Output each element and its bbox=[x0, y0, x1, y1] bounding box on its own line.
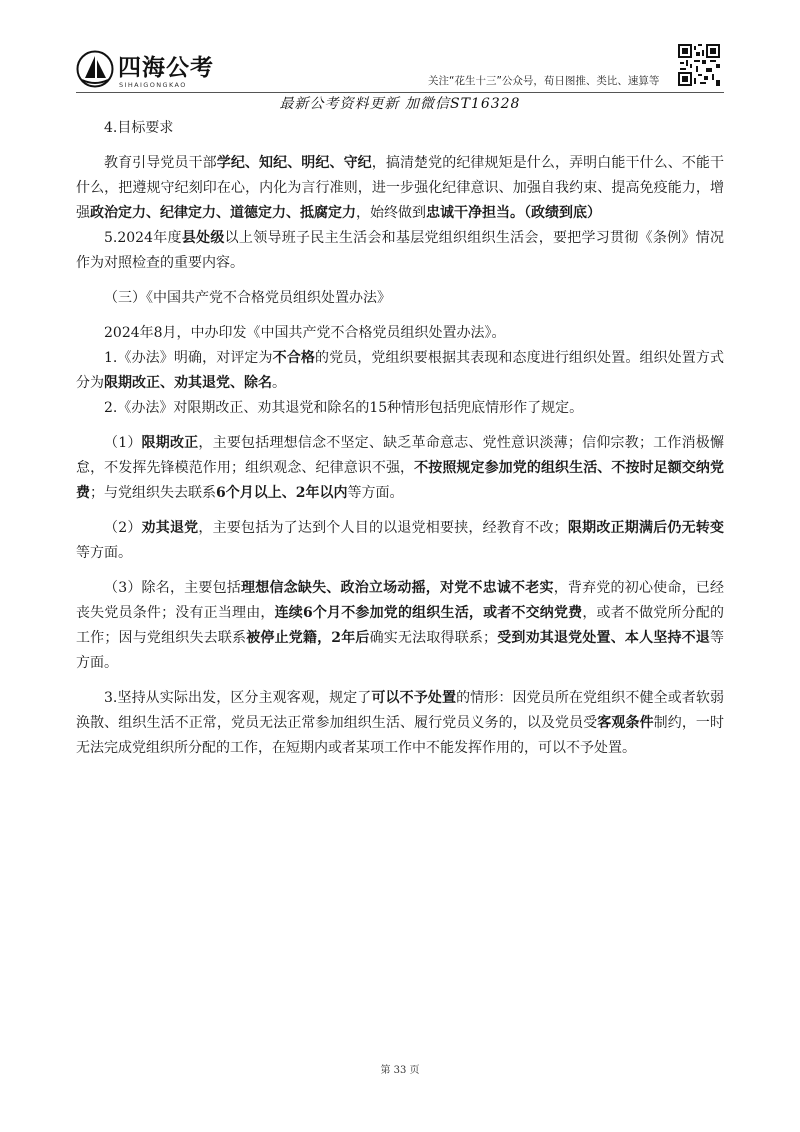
paragraph-measures: 1.《办法》明确，对评定为不合格的党员，党组织要根据其表现和态度进行组织处置。组织处置方式分为限期改正、劝其退党、除名。 bbox=[76, 350, 725, 391]
document-body bbox=[76, 116, 724, 761]
brand-subtitle: SIHAIGONGKAO bbox=[119, 81, 187, 89]
paragraph-cases: 2.《办法》对限期改正、劝其退党和除名的15种情形包括兜底情形作了规定。 bbox=[104, 400, 584, 416]
paragraph-correction: （1）限期改正，主要包括理想信念不坚定、缺乏革命意志、党性意识淡薄；信仰宗教；工作消极懈怠，不发挥先锋模范作用；组织观念、纪律意识不强，不按照规定参加党的组织生活、不按时足额交纳党费；与党组织失去联系6个月以上、2年以内等方面。 bbox=[76, 435, 725, 501]
paragraph-goals: 教育引导党员干部学纪、知纪、明纪、守纪，搞清楚党的纪律规矩是什么，弄明白能干什么、不能干什么，把遵规守纪刻印在心，内化为言行准则，进一步强化纪律意识、加强自我约束、提高免疫能力，增强政治定力、纪律定力、道德定力、抵腐定力，始终做到忠诚干净担当。（政绩到底） bbox=[76, 155, 725, 221]
qr-code-icon bbox=[678, 44, 720, 86]
header-notice: 关注“花生十三”公众号，荀日图推、类比、速算等 bbox=[428, 75, 660, 87]
paragraph-meeting: 5.2024年度县处级以上领导班子民主生活会和基层党组织组织生活会，要把学习贯彻《条例》情况作为对照检查的重要内容。 bbox=[76, 230, 724, 271]
header-divider bbox=[76, 92, 724, 93]
page-number: 第 33 页 bbox=[380, 1065, 420, 1076]
brand-name: 四海公考 bbox=[118, 55, 214, 81]
section-heading: 4.目标要求 bbox=[104, 120, 174, 136]
subsection-title: （三）《中国共产党不合格党员组织处置办法》 bbox=[104, 290, 391, 306]
page-header bbox=[0, 0, 800, 112]
paragraph-persuade: （2）劝其退党，主要包括为了达到个人目的以退党相要挟，经教育不改；限期改正期满后仍无转变等方面。 bbox=[76, 520, 725, 561]
paragraph-expel: （3）除名，主要包括理想信念缺失、政治立场动摇，对党不忠诚不老实，背弃党的初心使命，已经丧失党员条件；没有正当理由，连续6个月不参加党的组织生活，或者不交纳党费，或者不做党所分配的工作；因与党组织失去联系被停止党籍，2年后确实无法取得联系；受到劝其退党处置、本人坚持不退等方面。 bbox=[76, 580, 725, 671]
paragraph-issued: 2024年8月，中办印发《中国共产党不合格党员组织处置办法》。 bbox=[104, 325, 506, 341]
paragraph-exemption: 3.坚持从实际出发，区分主观客观，规定了可以不予处置的情形：因党员所在党组织不健全或者软弱涣散、组织生活不正常，党员无法正常参加组织生活、履行党员义务的，以及党员受客观条件制约，一时无法完成党组织所分配的工作，在短期内或者某项工作中不能发挥作用的，可以不予处置。 bbox=[76, 690, 725, 756]
update-banner: 最新公考资料更新 加微信ST16328 bbox=[279, 96, 521, 112]
sailboat-logo-icon bbox=[76, 50, 114, 88]
